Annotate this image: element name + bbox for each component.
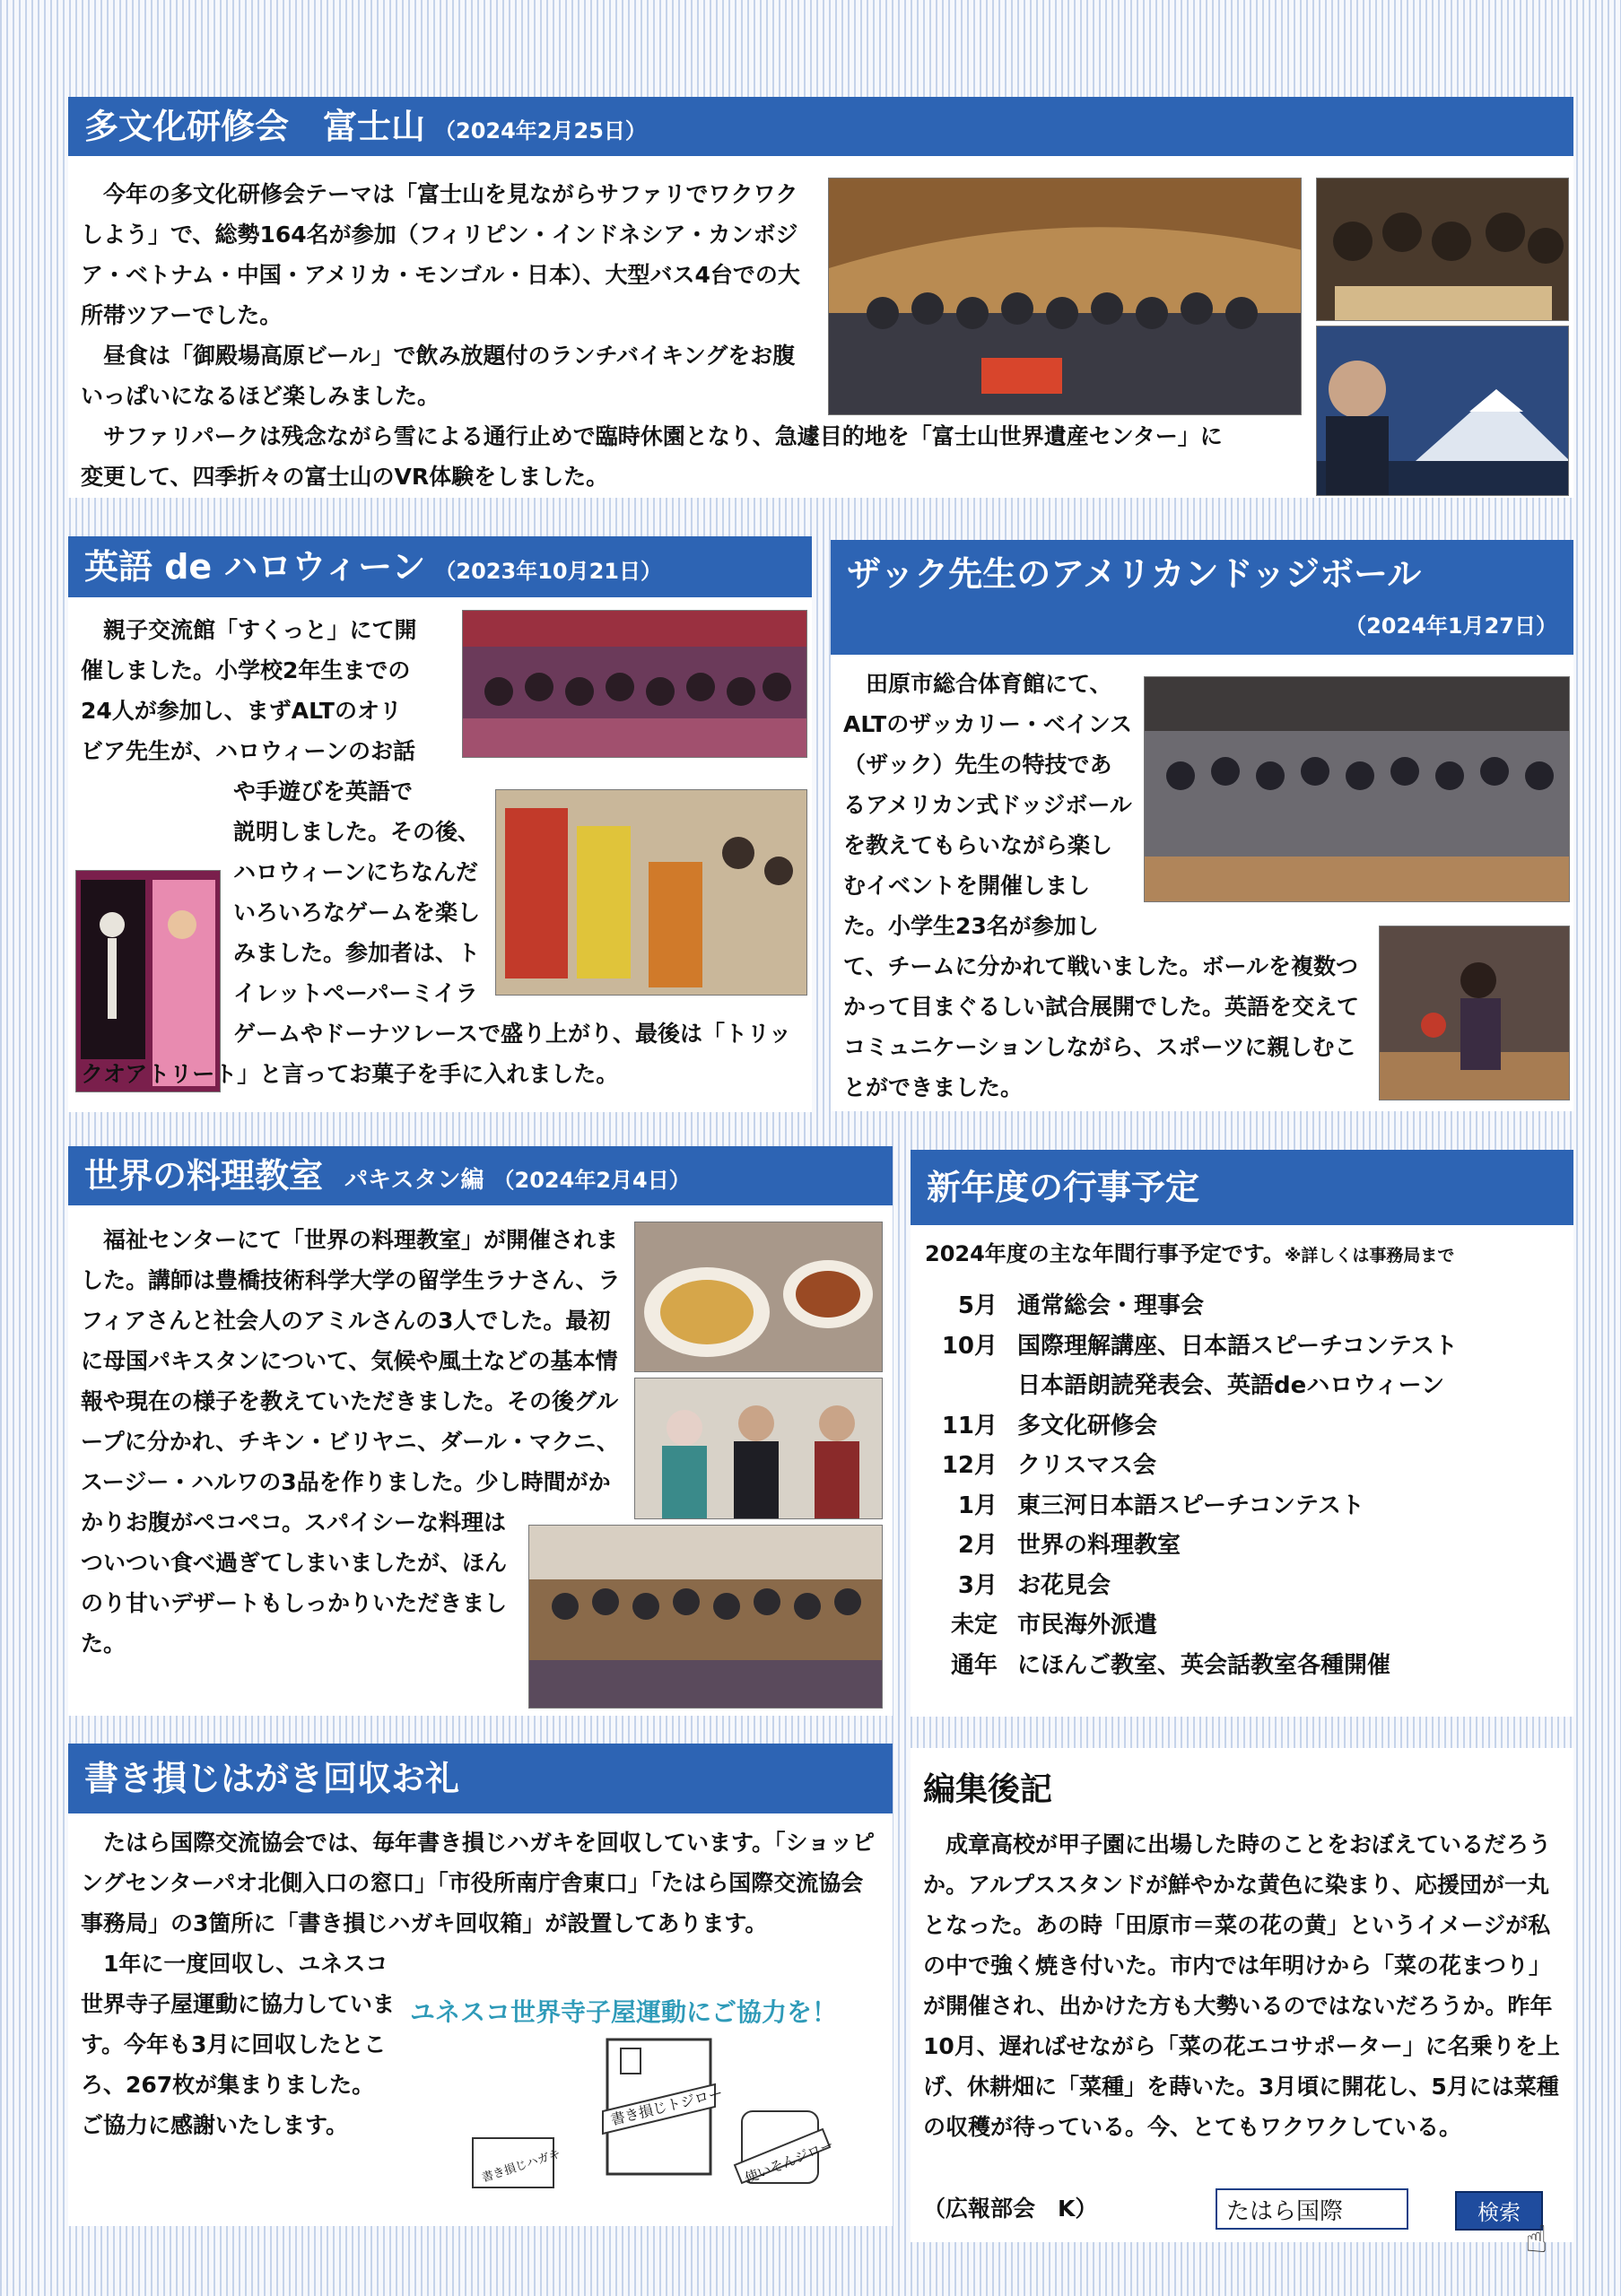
schedule-row [921,1406,1567,1447]
schedule-event: お花見会 [1017,1571,1111,1599]
schedule-month [921,1366,1017,1406]
cooking-title-bar [68,1146,893,1205]
halloween-float-spacer-1 [417,610,812,789]
postcard-paragraph: たはら国際交流協会では、毎年書き損じハガキを回収しています。「ショッピングセンターパオ北側入口の窓口」「市役所南庁舎東口」「たはら国際交流協会事務局」の3箇所に「書き損じハガキ回収箱」が設置してあります。 [81,1830,876,1936]
schedule-note: ※詳しくは事務局まで [1284,1246,1455,1265]
halloween-panel [68,536,812,1112]
cooking-float-spacer-2 [525,1530,884,1709]
postcard-panel [68,1744,893,2226]
fuji-paragraph: 昼食は「御殿場高原ビール」で飲み放題付のランチバイキングをお腹いっぱいになるほど楽しみました。 [81,343,796,409]
schedule-row [921,1446,1567,1486]
cooking-panel [68,1146,893,1716]
schedule-row [921,1286,1567,1326]
schedule-month: 11月 [941,1412,998,1439]
schedule-event: 多文化研修会 [1017,1412,1158,1439]
fuji-paragraph: 今年の多文化研修会テーマは「富士山を見ながらサファリでワクワクしよう」で、総勢164名が参加（フィリピン・インドネシア・カンボジア・ベトナム・中国・アメリカ・モンゴル・日本）、大型バス4台での大所帯ツアーでした。 [81,181,800,328]
schedule-event: 国際理解講座、日本語スピーチコンテスト [1017,1332,1458,1360]
schedule-row [921,1566,1567,1606]
dodgeball-float-spacer-2 [1367,913,1563,1101]
schedule-event: クリスマス会 [1017,1452,1156,1479]
illustration-caption: ユネスコ世界寺子屋運動にご協力を！ [410,1997,838,2027]
schedule-row [921,1605,1567,1646]
postcard-title: 書き損じはがき回収お礼 [84,1759,460,1798]
dodgeball-float-spacer-1 [1132,664,1563,913]
mascot-center-label: 書き損じトジロー [608,2083,725,2129]
schedule-month: 1月 [957,1492,998,1519]
cooking-title: 世界の料理教室 [84,1156,324,1196]
schedule-intro: 2024年度の主な年間行事予定です。 [925,1241,1285,1266]
fuji-text-bottom [81,416,1238,497]
cooking-subtitle: パキスタン編 [344,1167,484,1194]
cooking-text [81,1220,884,1709]
schedule-event: 東三河日本語スピーチコンテスト [1017,1492,1364,1519]
schedule-month: 5月 [957,1292,998,1319]
halloween-float-spacer-3 [81,870,233,1031]
schedule-row [921,1486,1567,1526]
halloween-date: （2023年10月21日） [434,559,662,584]
dodgeball-title: ザック先生のアメリカンドッジボール [847,554,1422,594]
lunch-photo-image [1317,178,1569,321]
fuji-lunch-photo [1316,178,1569,321]
schedule-title: 新年度の行事予定 [927,1168,1200,1207]
search-input[interactable]: たはら国際 [1216,2188,1408,2230]
schedule-panel [911,1150,1573,1717]
halloween-title: 英語 de ハロウィーン [84,547,426,587]
editor-title: 編集後記 [923,1771,1053,1808]
halloween-title-bar [68,536,812,597]
hand-cursor-icon: ☝ [1525,2217,1548,2261]
cooking-paragraph: 福祉センターにて「世界の料理教室」が開催されました。講師は豊橋技術科学大学の留学生ラナさん、ラフィアさんと社会人のアミルさんの3人でした。最初に母国パキスタンについて、気候や風土などの基本情報や現在の様子を教えていただきました。その後グループに分かれ、チキン・ビリヤニ、ダール・マクニ、スージー・ハルワの3品を作りました。少し時間がかかりお腹がペコペコ。スパイシーな料理はついつい食べ過ぎてしまいましたが、ほんのり甘いデザートもしっかりいただきました。 [81,1227,621,1657]
schedule-title-bar [911,1150,1573,1225]
fuji-paragraph: サファリパークは残念ながら雪による通行止めで臨時休園となり、急遽目的地を「富士山世界遺産センター」に変更して、四季折々の富士山のVR体験をしました。 [81,423,1223,490]
search-button[interactable]: 検索 [1455,2191,1543,2231]
editor-text [923,1824,1567,2147]
schedule-month: 2月 [957,1532,998,1559]
schedule-row [921,1366,1567,1406]
dodgeball-paragraph: 田原市総合体育館にて、ALTのザッカリー・ベインス（ザック）先生の特技であるアメリカン式ドッジボールを教えてもらいながら楽しむイベントを開催しました。小学生23名が参加して、チームに分かれて戦いました。ボールを複数つかって目まぐるしい試合展開でした。英語を交えてコミュニケーションしながら、スポーツに親しむことができました。 [843,671,1360,1100]
postcard-illustration [401,1986,876,2201]
dodgeball-text [843,664,1563,1108]
schedule-row [921,1646,1567,1686]
postcard-paragraph: 1年に一度回収し、ユネスコ世界寺子屋運動に協力しています。今年も3月に回収したところ、267枚が集まりました。ご協力に感謝いたします。 [81,1951,396,2138]
editor-panel [911,1748,1573,2242]
editor-signature: （広報部会 K） [923,2196,1098,2222]
fuji-text-top [81,174,809,416]
editor-paragraph: 成章高校が甲子園に出場した時のことをおぼえているだろうか。アルプススタンドが鮮やかな黄色に染まり、応援団が一丸となった。あの時「田原市＝菜の花の黄」というイメージが私の中で強く焼き付いた。市内では年明けから「菜の花まつり」が開催され、出かけた方も大勢いるのではないだろうか。昨年10月、遅ればせながら「菜の花エコサポーター」に名乗りを上げ、休耕畑に「菜種」を蒔いた。3月頃に開花し、5月には菜種の収穫が待っている。今、とてもワクワクしている。 [923,1831,1560,2140]
schedule-month: 未定 [950,1612,998,1639]
schedule-month: 10月 [941,1332,998,1360]
schedule-event: にほんご教室、英会話教室各種開催 [1017,1651,1391,1679]
schedule-month: 12月 [941,1452,998,1479]
cooking-date: （2024年2月4日） [492,1168,691,1193]
schedule-month: 通年 [950,1651,998,1679]
schedule-row [921,1326,1567,1367]
halloween-float-spacer-2 [480,789,812,996]
group-photo-image [829,178,1302,415]
fuji-panel [68,97,1573,498]
schedule-event: 日本語朗読発表会、英語deハロウィーン [1017,1372,1445,1399]
fuji-title: 多文化研修会 富士山 [84,107,426,146]
schedule-event: 通常総会・理事会 [1017,1292,1205,1319]
halloween-paragraph: 親子交流館「すくっと」にて開催しました。小学校2年生までの24人が参加し、まずALTのオリビア先生が、ハロウィーンのお話や手遊びを英語で説明しました。その後、ハロウィーンにちなんだいろいろなゲームを楽しみました。参加者は、トイレットペーパーミイラゲームやドーナツレースで盛り上がり、最後は「トリックオアトリート」と言ってお菓子を手に入れました。 [81,617,792,1087]
schedule-month: 3月 [957,1571,998,1599]
fuji-mountain-photo [1316,326,1569,496]
mascot-right-label: 使いそんジロー [742,2135,836,2187]
mascot-left-label: 書き損じハガキ [480,2147,562,2186]
fuji-title-bar [68,97,1573,156]
schedule-row [921,1526,1567,1566]
postcard-title-bar [68,1744,893,1813]
dodgeball-panel [831,540,1573,1111]
dodgeball-title-bar [831,540,1573,655]
schedule-event: 市民海外派遣 [1017,1612,1158,1639]
dodgeball-date: （2024年1月27日） [1345,613,1557,639]
schedule-list [921,1286,1567,1685]
mountain-photo-image [1317,326,1569,496]
fuji-date: （2024年2月25日） [434,118,647,144]
schedule-event: 世界の料理教室 [1017,1532,1181,1559]
fuji-group-photo [828,178,1302,415]
schedule-intro-line [925,1236,1454,1267]
halloween-text [81,610,812,1094]
cooking-float-spacer-1 [629,1220,884,1530]
